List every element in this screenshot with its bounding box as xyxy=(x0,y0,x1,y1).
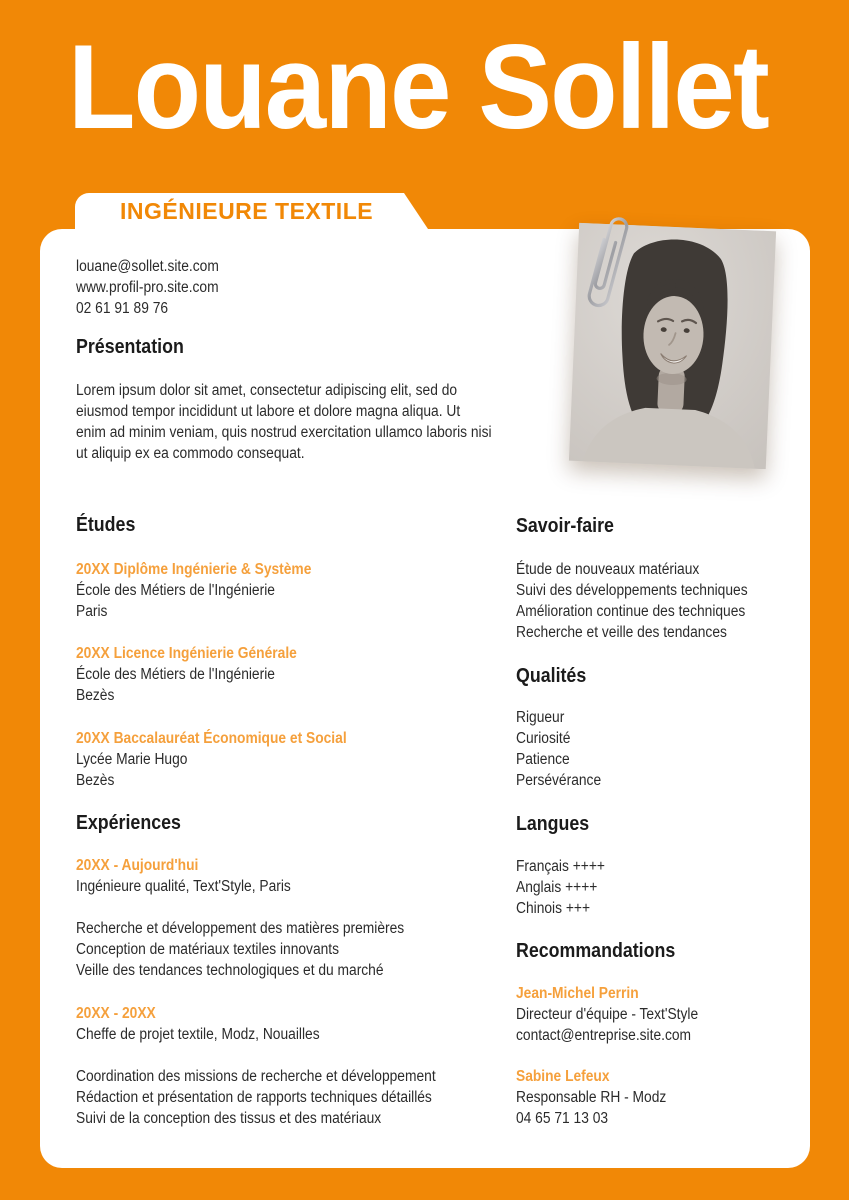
experience-task: Recherche et développement des matières premières xyxy=(76,920,405,937)
recommendation-contact: contact@entreprise.site.com xyxy=(516,1027,692,1044)
education-item-city: Bezès xyxy=(76,772,115,789)
experience-task: Rédaction et présentation de rapports techniques détaillés xyxy=(76,1089,432,1106)
experience-task: Coordination des missions de recherche et développement xyxy=(76,1068,436,1085)
recommendation-role: Directeur d'équipe - Text'Style xyxy=(516,1006,699,1023)
experience-item xyxy=(76,1003,436,1129)
education-item-title: 20XX Diplôme Ingénierie & Système xyxy=(76,561,312,578)
person-name: Louane Sollet xyxy=(68,20,768,154)
experience-period: 20XX - Aujourd'hui xyxy=(76,857,199,874)
experience-task: Veille des tendances technologiques et du marché xyxy=(76,962,384,979)
presentation-heading: Présentation xyxy=(76,336,184,358)
education-item-school: École des Métiers de l'Ingénierie xyxy=(76,582,275,599)
recommendation-role: Responsable RH - Modz xyxy=(516,1089,667,1106)
education-item-city: Bezès xyxy=(76,687,115,704)
experience-task: Suivi de la conception des tissus et des matériaux xyxy=(76,1110,382,1127)
skills-heading: Savoir-faire xyxy=(516,515,614,537)
language-item: Français ++++ xyxy=(516,858,605,875)
education-item-city: Paris xyxy=(76,603,108,620)
skill-item: Suivi des développements techniques xyxy=(516,582,748,599)
education-item-school: École des Métiers de l'Ingénierie xyxy=(76,666,275,683)
contact-phone: 02 61 91 89 76 xyxy=(76,300,169,317)
recommendation-item xyxy=(516,1066,666,1129)
education-item xyxy=(76,559,311,622)
education-item xyxy=(76,728,347,791)
experience-role: Cheffe de projet textile, Modz, Nouailles xyxy=(76,1026,320,1043)
education-item-school: Lycée Marie Hugo xyxy=(76,751,188,768)
contact-email: louane@sollet.site.com xyxy=(76,258,219,275)
education-item-title: 20XX Baccalauréat Économique et Social xyxy=(76,730,347,747)
education-item-title: 20XX Licence Ingénierie Générale xyxy=(76,645,297,662)
quality-item: Rigueur xyxy=(516,709,565,726)
language-item: Chinois +++ xyxy=(516,900,591,917)
recommendations-heading: Recommandations xyxy=(516,940,676,962)
experience-task: Conception de matériaux textiles innovants xyxy=(76,941,340,958)
skill-item: Amélioration continue des techniques xyxy=(516,603,746,620)
quality-item: Curiosité xyxy=(516,730,571,747)
languages-list xyxy=(516,856,605,919)
recommendation-item xyxy=(516,983,698,1046)
experience-heading: Expériences xyxy=(76,812,181,834)
recommendation-contact: 04 65 71 13 03 xyxy=(516,1110,609,1127)
contact-website: www.profil-pro.site.com xyxy=(76,279,219,296)
qualities-heading: Qualités xyxy=(516,665,587,687)
presentation-text: Lorem ipsum dolor sit amet, consectetur adipiscing elit, sed do eiusmod tempor incididunt ut labore et dolore magna aliqua. Ut enim ad minim veniam, quis nostrud exercitation ullamco laboris nisi ut aliquip ex ea commodo consequat. xyxy=(76,382,492,462)
education-heading: Études xyxy=(76,514,136,536)
skill-item: Recherche et veille des tendances xyxy=(516,624,727,641)
job-title-badge-slant xyxy=(404,193,428,229)
language-item: Anglais ++++ xyxy=(516,879,598,896)
experience-item xyxy=(76,855,404,981)
quality-item: Patience xyxy=(516,751,570,768)
recommendation-name: Jean-Michel Perrin xyxy=(516,985,639,1002)
qualities-list xyxy=(516,707,601,791)
education-item xyxy=(76,643,297,706)
recommendation-name: Sabine Lefeux xyxy=(516,1068,610,1085)
contact-block xyxy=(76,256,219,319)
languages-heading: Langues xyxy=(516,813,590,835)
skill-item: Étude de nouveaux matériaux xyxy=(516,561,700,578)
quality-item: Persévérance xyxy=(516,772,602,789)
job-title: INGÉNIEURE TEXTILE xyxy=(120,198,374,224)
skills-list xyxy=(516,559,748,643)
experience-period: 20XX - 20XX xyxy=(76,1005,156,1022)
experience-role: Ingénieure qualité, Text'Style, Paris xyxy=(76,878,291,895)
